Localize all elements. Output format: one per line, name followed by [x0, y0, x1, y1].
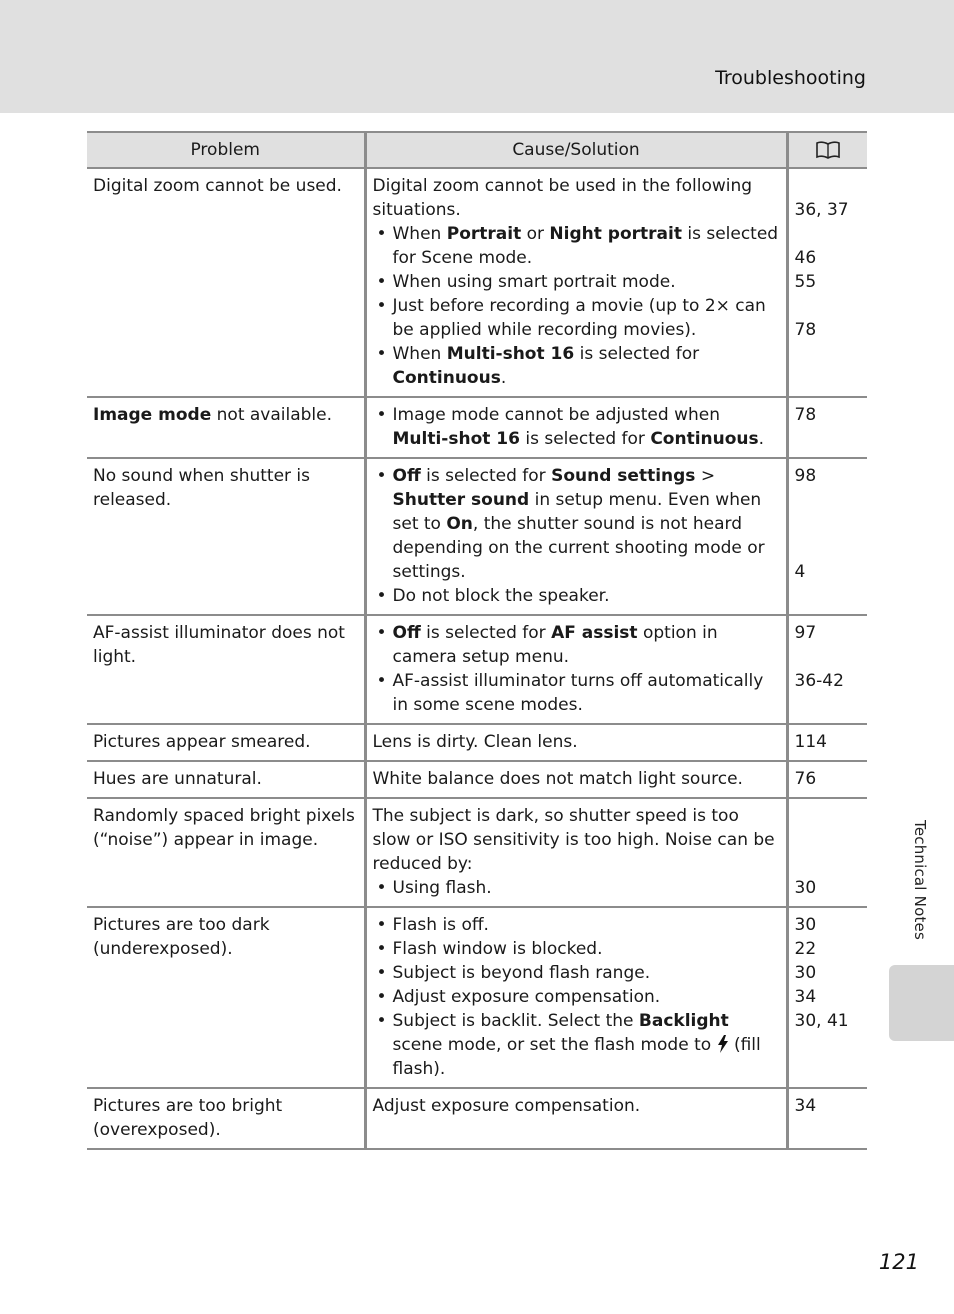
problem-cell: No sound when shutter is released. [87, 458, 365, 615]
list-item: • AF-assist illuminator turns off automatically in some scene modes. [373, 669, 780, 717]
problem-cell: AF-assist illuminator does not light. [87, 615, 365, 724]
cause-list [373, 913, 780, 1081]
cause-cell: Lens is dirty. Clean lens. [365, 724, 787, 761]
list-item: • Flash window is blocked. [373, 937, 780, 961]
page-cell [787, 168, 867, 397]
problem-cell: Hues are unnatural. [87, 761, 365, 798]
list-item: • Adjust exposure compensation. [373, 985, 780, 1009]
table-row [87, 798, 867, 907]
list-item: • When Portrait or Night portrait is selected for Scene mode. [373, 222, 780, 270]
page-ref: 55 [794, 272, 817, 292]
troubleshooting-table [87, 131, 867, 1150]
cause-cell [365, 798, 787, 907]
cause-intro: The subject is dark, so shutter speed is too slow or ISO sensitivity is too high. Noise can be reduced by: [372, 806, 775, 874]
cause-cell [365, 907, 787, 1088]
list-item: • Off is selected for AF assist option in camera setup menu. [373, 621, 780, 669]
page-ref: 30 [794, 915, 817, 935]
page-ref: 36, 37 [794, 200, 849, 220]
cause-list [373, 876, 780, 900]
list-item: • Off is selected for Sound settings > Shutter sound in setup menu. Even when set to On, the shutter sound is not heard depending on the current shooting mode or settings. [373, 464, 780, 584]
table-row [87, 907, 867, 1088]
book-reference-icon [815, 140, 841, 160]
flash-icon [717, 1035, 729, 1053]
table-row [87, 168, 867, 397]
problem-cell: Digital zoom cannot be used. [87, 168, 365, 397]
page-number: 121 [878, 1250, 919, 1274]
header-cause-solution: Cause/Solution [365, 132, 787, 168]
table-row [87, 761, 867, 798]
cause-list [373, 621, 780, 717]
cause-cell [365, 458, 787, 615]
list-item: • Subject is beyond flash range. [373, 961, 780, 985]
section-title: Troubleshooting [715, 67, 866, 89]
side-tab-label: Technical Notes [911, 820, 929, 940]
cause-list [373, 222, 780, 390]
problem-cell: Randomly spaced bright pixels (“noise”) appear in image. [87, 798, 365, 907]
page-ref: 4 [794, 562, 806, 582]
header-band [0, 0, 954, 113]
header-problem: Problem [87, 132, 365, 168]
page-ref: 30, 41 [794, 1011, 849, 1031]
list-item: • Flash is off. [373, 913, 780, 937]
table-row [87, 397, 867, 458]
list-item: • Using flash. [373, 876, 780, 900]
table-row [87, 1088, 867, 1149]
page-cell: 114 [787, 724, 867, 761]
list-item: • Just before recording a movie (up to 2× can be applied while recording movies). [373, 294, 780, 342]
list-item: • Subject is backlit. Select the Backlight scene mode, or set the flash mode to (fill flash). [373, 1009, 780, 1081]
side-tab-marker [889, 965, 954, 1041]
table-row [87, 615, 867, 724]
cause-intro: Digital zoom cannot be used in the following situations. [372, 176, 753, 220]
list-item: • Do not block the speaker. [373, 584, 780, 608]
page-cell [787, 907, 867, 1088]
page-ref: 46 [794, 248, 817, 268]
page-ref: 36-42 [794, 671, 844, 691]
page-ref: 97 [794, 623, 817, 643]
problem-cell: Image mode not available. [87, 397, 365, 458]
cause-list [373, 403, 780, 451]
page-ref: 30 [794, 878, 817, 898]
problem-cell: Pictures appear smeared. [87, 724, 365, 761]
page-cell: 76 [787, 761, 867, 798]
page-ref: 30 [794, 963, 817, 983]
page-ref: 78 [794, 405, 817, 425]
problem-cell: Pictures are too bright (overexposed). [87, 1088, 365, 1149]
page-ref: 98 [794, 466, 817, 486]
page-ref: 22 [794, 939, 817, 959]
page-cell [787, 458, 867, 615]
header-page-reference [787, 132, 867, 168]
page-cell [787, 798, 867, 907]
page-ref: 78 [794, 320, 817, 340]
cause-cell: Adjust exposure compensation. [365, 1088, 787, 1149]
list-item: • When Multi-shot 16 is selected for Continuous. [373, 342, 780, 390]
page-cell: 34 [787, 1088, 867, 1149]
table-row [87, 458, 867, 615]
problem-cell: Pictures are too dark (underexposed). [87, 907, 365, 1088]
cause-list [373, 464, 780, 608]
page-cell [787, 615, 867, 724]
cause-cell: White balance does not match light source. [365, 761, 787, 798]
table-header-row [87, 132, 867, 168]
cause-cell [365, 615, 787, 724]
list-item: • When using smart portrait mode. [373, 270, 780, 294]
list-item: • Image mode cannot be adjusted when Multi-shot 16 is selected for Continuous. [373, 403, 780, 451]
cause-cell [365, 397, 787, 458]
cause-cell [365, 168, 787, 397]
page-ref: 34 [794, 987, 817, 1007]
page-cell [787, 397, 867, 458]
table-row [87, 724, 867, 761]
